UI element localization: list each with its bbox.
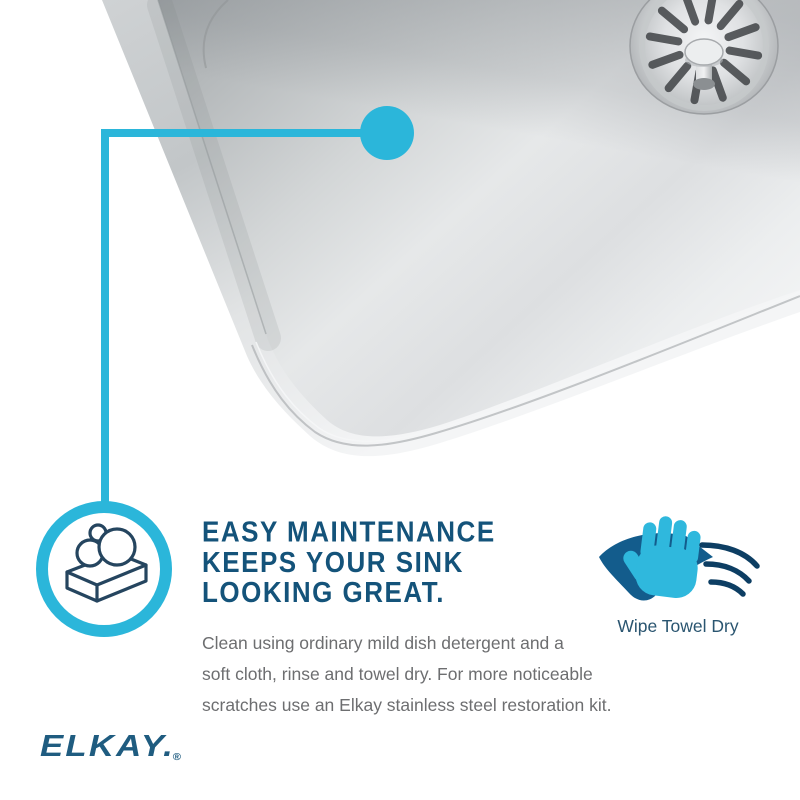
elkay-logo-text: ELKAY. bbox=[40, 728, 175, 763]
heading-line-1: EASY MAINTENANCE bbox=[202, 514, 496, 549]
wipe-towel-dry-label: Wipe Towel Dry bbox=[617, 616, 739, 636]
drain-knob-cap bbox=[685, 39, 723, 65]
description-line-2: soft cloth, rinse and towel dry. For more noticeable bbox=[202, 664, 593, 684]
description-line-1: Clean using ordinary mild dish detergent and a bbox=[202, 633, 564, 653]
registered-mark: ® bbox=[172, 752, 182, 763]
feature-heading bbox=[202, 514, 496, 609]
heading-line-2: KEEPS YOUR SINK bbox=[202, 545, 464, 579]
callout-dot bbox=[360, 106, 414, 160]
maintenance-icon-ring bbox=[36, 501, 172, 637]
soap-bar-icon bbox=[55, 515, 155, 610]
feature-description bbox=[202, 628, 612, 721]
motion-lines-icon bbox=[702, 545, 757, 594]
callout-line-vertical bbox=[101, 129, 109, 503]
heading-line-3: LOOKING GREAT. bbox=[202, 575, 445, 609]
callout-line-horizontal bbox=[101, 129, 371, 137]
elkay-logo bbox=[40, 728, 183, 764]
wipe-towel-dry-icon bbox=[585, 505, 771, 611]
description-line-3: scratches use an Elkay stainless steel restoration kit. bbox=[202, 695, 612, 715]
